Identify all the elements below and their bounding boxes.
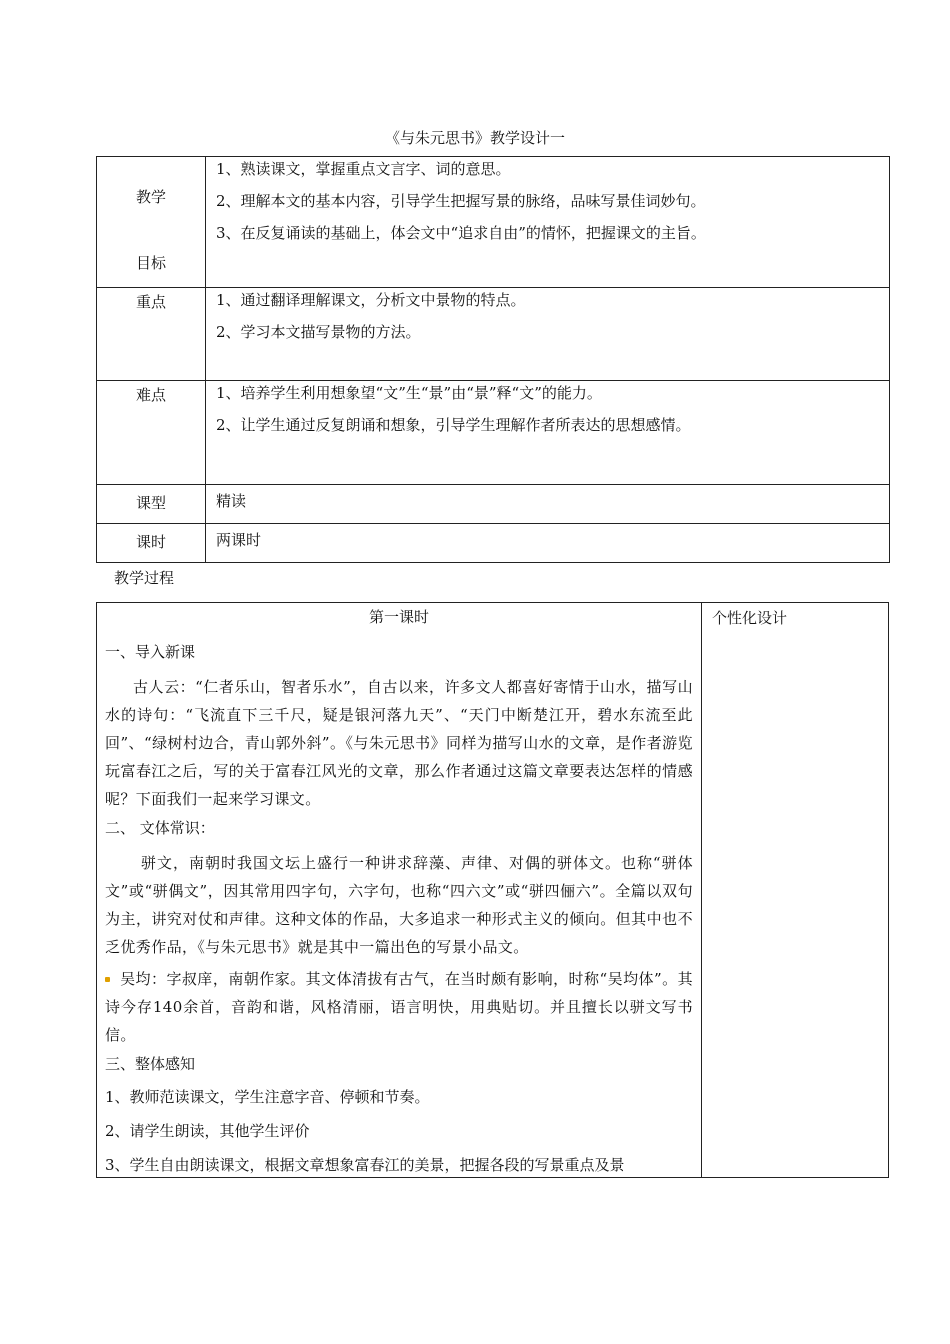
- list-item: 1、教师范读课文，学生注意字音、停顿和节奏。: [105, 1088, 430, 1106]
- author-paragraph: [105, 965, 693, 1049]
- goals-content: [206, 157, 890, 288]
- hours-content: [206, 524, 890, 563]
- genre-paragraph: 骈文，南朝时我国文坛上盛行一种讲求辞藻、声律、对偶的骈体文。也称“骈体文”或“骈偶文”，因其常用四字句，六字句，也称“四六文”或“骈四俪六”。全篇以双句为主，讲究对仗和声律。这种文体的作品，大多追求一种形式主义的倾向。但其中也不乏优秀作品，《与朱元思书》就是其中一篇出色的写景小品文。: [105, 854, 693, 956]
- section-heading: 三、整体感知: [105, 1055, 196, 1073]
- hours-value: 两课时: [216, 531, 262, 549]
- document-title: 《与朱元思书》教学设计一: [384, 129, 565, 147]
- goal-item: 3、在反复诵读的基础上，体会文中“追求自由”的情怀，把握课文的主旨。: [216, 224, 706, 242]
- marker-icon: [105, 977, 110, 982]
- goals-row: [97, 157, 890, 288]
- type-value: 精读: [216, 492, 247, 510]
- type-row: [97, 485, 890, 524]
- difficult-points-row: [97, 381, 890, 485]
- type-label: 课型: [135, 494, 166, 512]
- type-label-cell: [97, 485, 206, 524]
- process-main-cell: [97, 603, 702, 1178]
- process-table: [96, 602, 889, 1178]
- intro-paragraph: 古人云：“仁者乐山，智者乐水”，自古以来，许多文人都喜好寄情于山水，描写山水的诗句：“飞流直下三千尺，疑是银河落九天”、“天门中断楚江开，碧水东流至此回”、“绿树村边合，青山郭外斜”。《与朱元思书》同样为描写山水的文章，是作者游览玩富春江之后，写的关于富春江风光的文章，那么作者通过这篇文章要表达怎样的情感呢？下面我们一起来学习课文。: [105, 678, 693, 808]
- key-label-cell: [97, 288, 206, 381]
- key-label: 重点: [135, 293, 166, 311]
- goals-label-cell: [97, 157, 206, 288]
- difficult-content: [206, 381, 890, 485]
- process-row: [97, 603, 889, 1178]
- process-label: 教学过程: [114, 569, 175, 587]
- difficult-label-cell: [97, 381, 206, 485]
- author-text: 吴均：字叔庠，南朝作家。其文体清拔有古气，在当时颇有影响，时称“吴均体”。其诗今存140余首，音韵和谐，风格清丽，语言明快，用典贴切。并且擅长以骈文写书信。: [105, 970, 693, 1044]
- goal-item: 2、理解本文的基本内容，引导学生把握写景的脉络，品味写景佳词妙句。: [216, 192, 706, 210]
- difficult-item: 1、培养学生利用想象望“文”生“景”由“景”释“文”的能力。: [216, 384, 602, 402]
- difficult-item: 2、让学生通过反复朗诵和想象，引导学生理解作者所表达的思想感情。: [216, 416, 691, 434]
- type-content: [206, 485, 890, 524]
- lesson-info-table: [96, 156, 890, 563]
- goals-label-top: 教学: [135, 188, 166, 206]
- hours-label-cell: [97, 524, 206, 563]
- list-item: 2、请学生朗读，其他学生评价: [105, 1122, 310, 1140]
- personalized-design-cell: [702, 603, 889, 1178]
- list-item: 3、学生自由朗读课文，根据文章想象富春江的美景，把握各段的写景重点及景: [105, 1156, 625, 1174]
- key-points-row: [97, 288, 890, 381]
- hours-row: [97, 524, 890, 563]
- difficult-label: 难点: [135, 386, 166, 404]
- goals-label-bottom: 目标: [135, 254, 166, 272]
- goal-item: 1、熟读课文，掌握重点文言字、词的意思。: [216, 160, 511, 178]
- key-item: 1、通过翻译理解课文，分析文中景物的特点。: [216, 291, 526, 309]
- section-heading: 一、导入新课: [105, 643, 196, 661]
- hours-label: 课时: [135, 533, 166, 551]
- key-content: [206, 288, 890, 381]
- lesson-title: 第一课时: [368, 608, 429, 626]
- section-heading: 二、 文体常识：: [105, 819, 215, 837]
- key-item: 2、学习本文描写景物的方法。: [216, 323, 421, 341]
- side-title: 个性化设计: [712, 609, 788, 627]
